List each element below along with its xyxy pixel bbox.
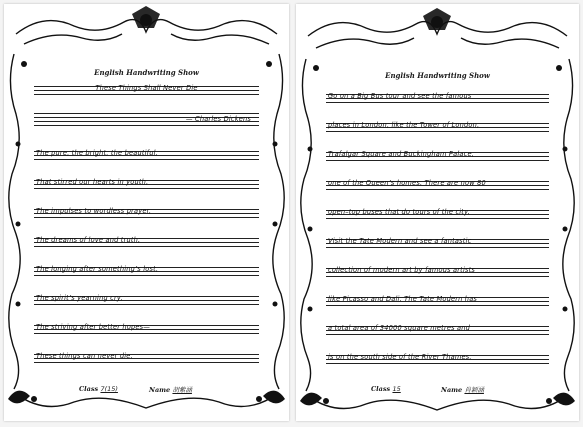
name-label: Name — [441, 386, 463, 394]
class-field — [371, 385, 401, 393]
line-text: like Picasso and Dali. The Tate Modern has — [328, 295, 478, 303]
class-label: Class — [79, 385, 99, 393]
handwriting-line — [34, 139, 259, 160]
poem-author: — Charles Dickens — [185, 115, 251, 123]
handwriting-line — [34, 342, 259, 363]
handwriting-line — [326, 140, 549, 161]
line-text: Go on a Big Bus tour and see the famous — [328, 92, 472, 100]
line-text: open–top buses that do tours of the city. — [328, 208, 470, 216]
sheet-header: English Handwriting Show — [385, 71, 490, 80]
handwriting-line — [326, 256, 549, 277]
class-value: 7(15) — [100, 385, 118, 393]
left-handwriting-sheet — [4, 4, 289, 421]
line-text: places in London, like the Tower of London, — [328, 121, 480, 129]
line-text: is on the south side of the River Thames. — [328, 353, 472, 361]
handwriting-line — [326, 314, 549, 335]
name-field — [441, 385, 484, 394]
line-text: The impulses to wordless prayer, — [36, 207, 152, 215]
line-text: a total area of 34000 square metres and — [328, 324, 471, 332]
handwriting-line — [34, 255, 259, 276]
line-text: one of the Queen’s homes. There are now 80 — [328, 179, 486, 187]
handwriting-line — [326, 111, 549, 132]
handwriting-line — [326, 169, 549, 190]
line-text: The pure, the bright, the beautiful, — [36, 149, 158, 157]
class-value: 15 — [392, 385, 401, 393]
handwriting-line — [34, 313, 259, 334]
line-text: The longing after something’s lost, — [36, 265, 159, 273]
line-text: These things can never die. — [36, 352, 133, 360]
line-text: That stirred our hearts in youth, — [36, 178, 149, 186]
name-value: 肖颖涵 — [464, 386, 484, 394]
author-line — [34, 105, 259, 126]
handwriting-line — [326, 227, 549, 248]
sheet-header: English Handwriting Show — [94, 68, 199, 77]
name-value: 胡紫涵 — [172, 386, 192, 394]
class-label: Class — [371, 385, 391, 393]
line-text: Visit the Tate Modern and see a fantastic — [328, 237, 472, 245]
line-text: collection of modern art by famous artists — [328, 266, 476, 274]
handwriting-line — [34, 197, 259, 218]
handwriting-line — [34, 226, 259, 247]
line-text: The spirit’s yearning cry, — [36, 294, 123, 302]
title-line — [34, 74, 259, 95]
name-field — [149, 385, 192, 394]
handwriting-line — [34, 284, 259, 305]
right-handwriting-sheet — [296, 4, 579, 421]
handwriting-line — [326, 82, 549, 103]
handwriting-line — [326, 343, 549, 364]
name-label: Name — [149, 386, 171, 394]
line-text: The dreams of love and truth; — [36, 236, 141, 244]
handwriting-line — [326, 285, 549, 306]
line-text: Trafalgar Square and Buckingham Palace, — [328, 150, 474, 158]
handwriting-line — [34, 168, 259, 189]
poem-title: These Things Shall Never Die — [95, 84, 198, 92]
handwriting-line — [326, 198, 549, 219]
class-field — [79, 385, 118, 393]
line-text: The striving after better hopes— — [36, 323, 151, 331]
